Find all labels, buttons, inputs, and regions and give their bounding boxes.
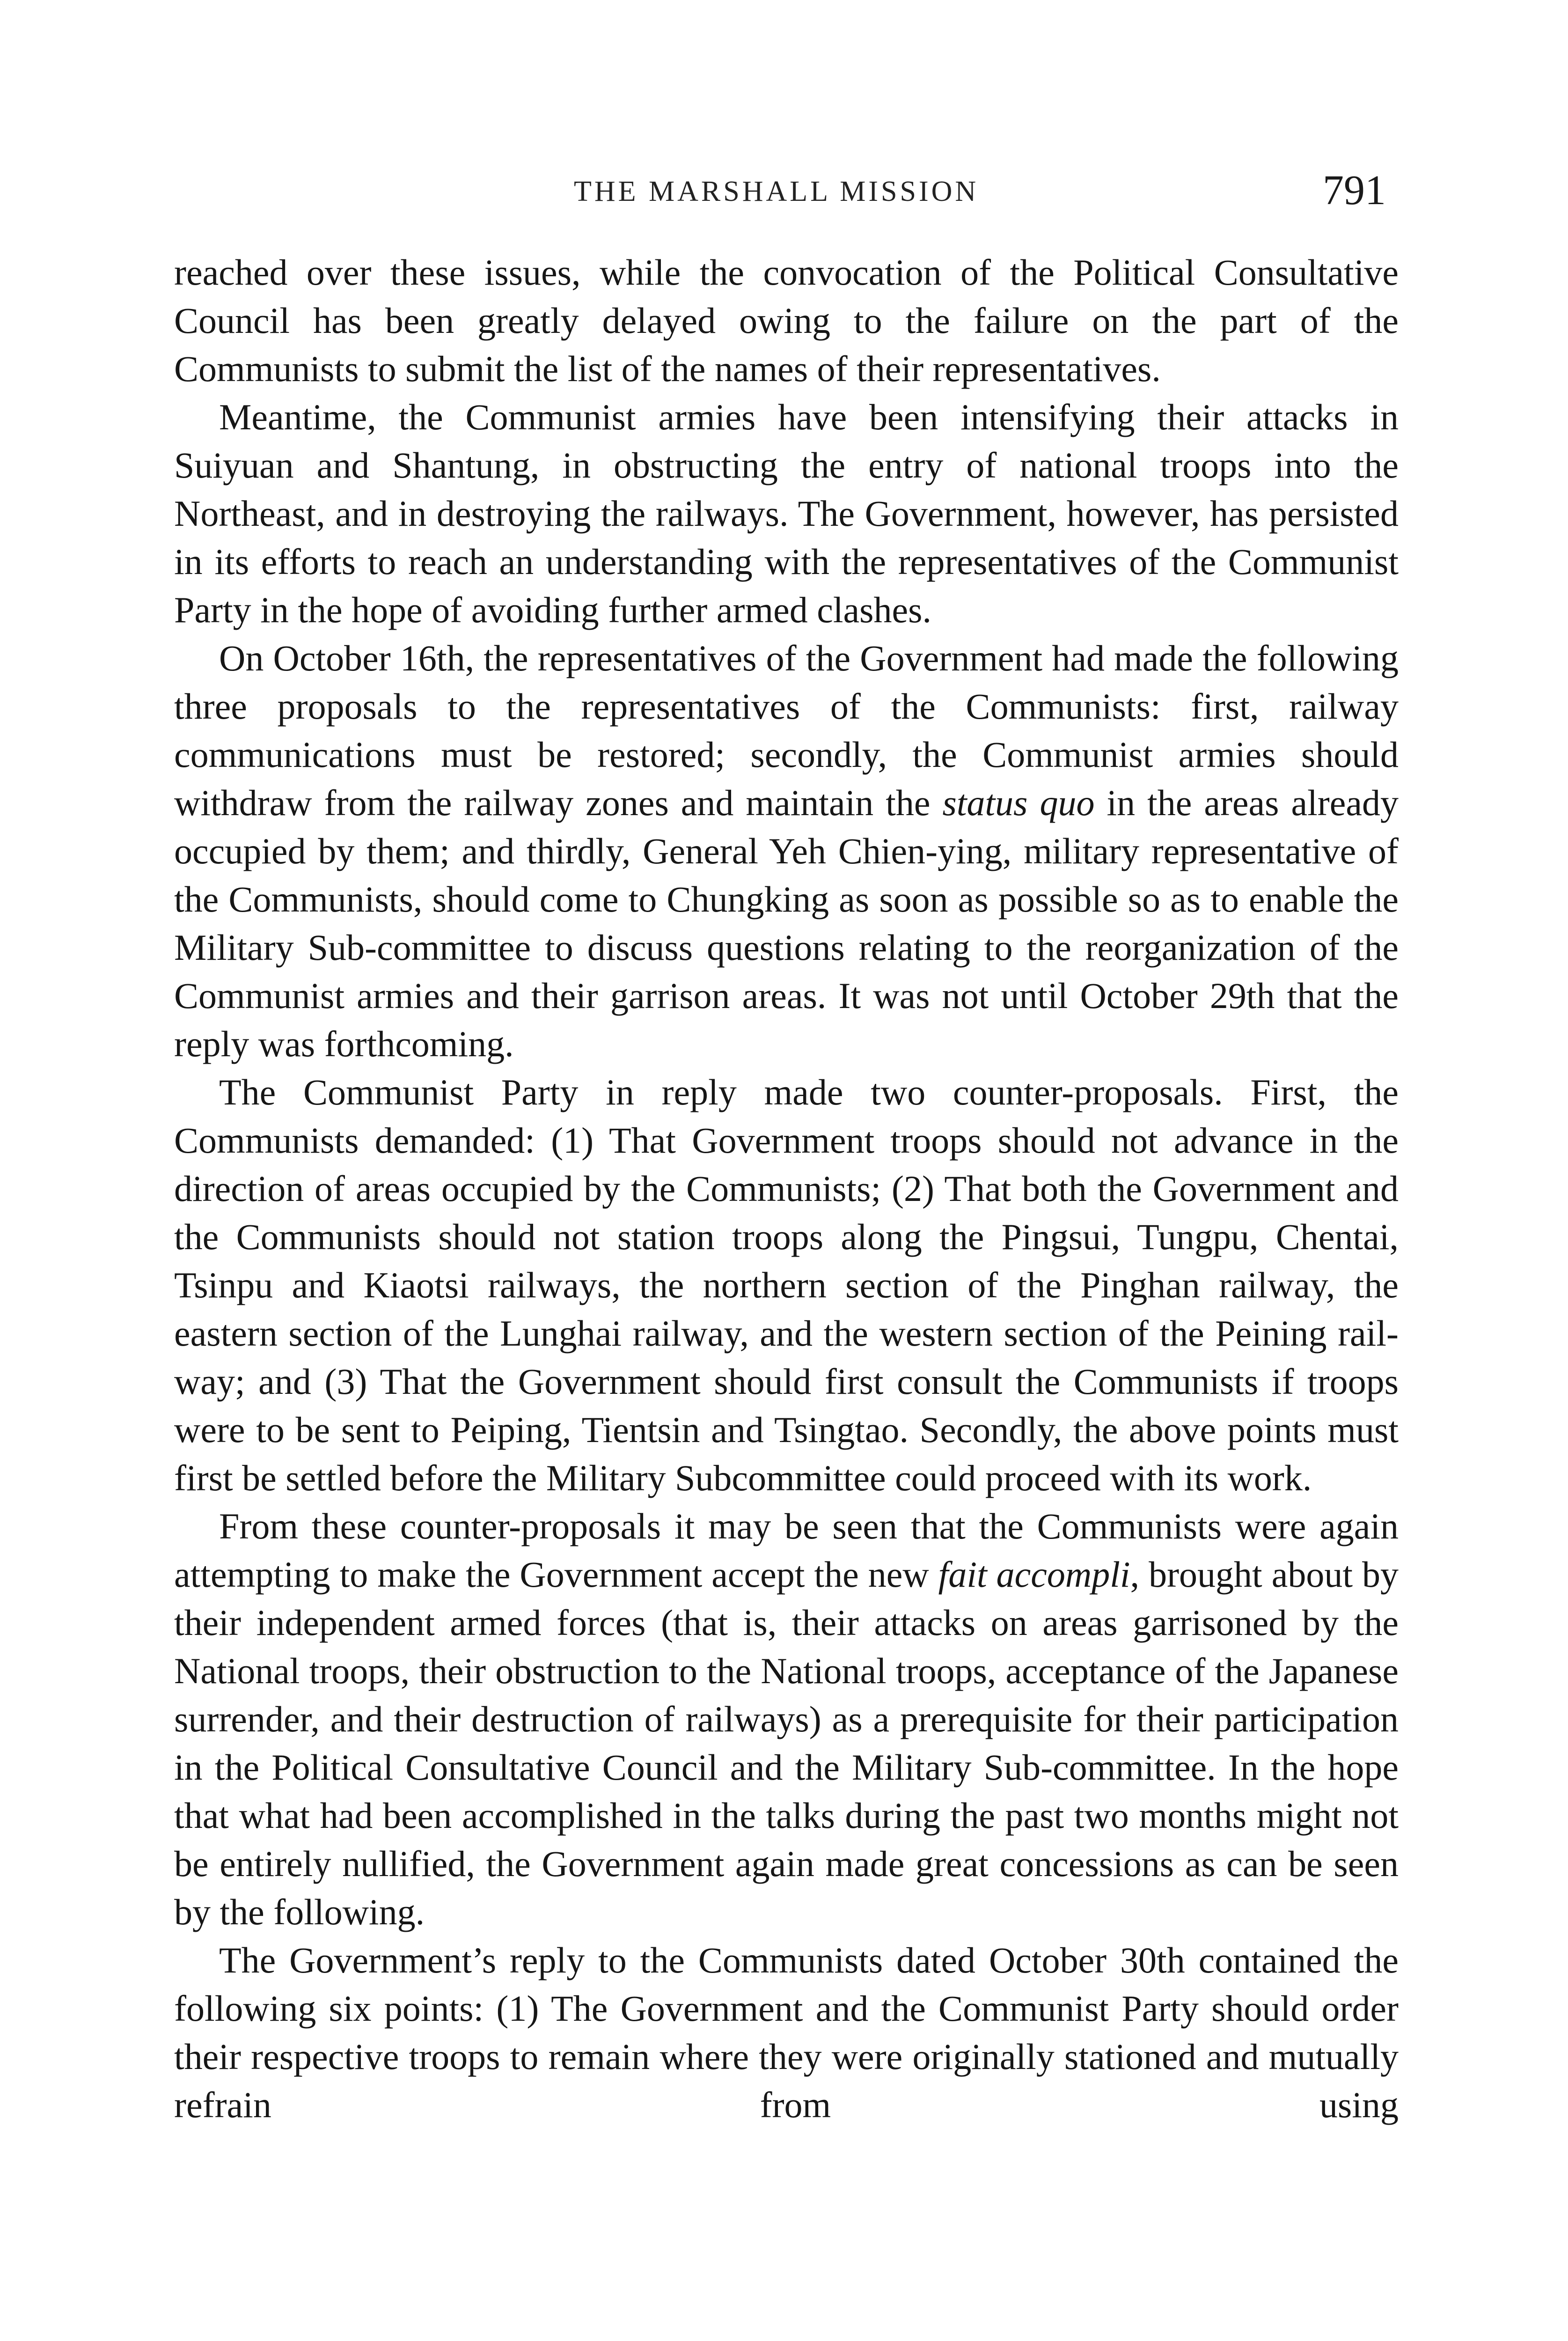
italic-phrase: status quo bbox=[942, 782, 1095, 823]
paragraph-text: , brought about by their independent armed forces (that is, their attacks on areas garrisoned by the National troops, their obstruction to the National troops, acceptance of the Japanese surrender, and their destruction of railways) as a prerequisite for their participation in the Political Consultative Council and the Military Sub-committee. In the hope that what had been accomplished in the talks during the past two months might not be entirely nullified, the Government again made great concessions as can be seen by the following. bbox=[174, 1554, 1399, 1932]
body-text bbox=[174, 248, 1399, 2129]
paragraph bbox=[174, 634, 1399, 1068]
running-title: THE MARSHALL MISSION bbox=[574, 176, 979, 207]
paragraph: Meantime, the Communist armies have been intensifying their attacks in Suiyuan and Shantung, in obstructing the entry of national troops into the Northeast, and in destroying the railways. The Government, however, has persisted in its efforts to reach an understanding with the representatives of the Communist Party in the hope of avoiding further armed clashes. bbox=[174, 397, 1399, 630]
paragraph bbox=[174, 1502, 1399, 1936]
page-number: 791 bbox=[1323, 167, 1386, 213]
italic-phrase: fait accompli bbox=[938, 1554, 1130, 1595]
paragraph: The Government’s reply to the Communists dated October 30th contained the following six points: (1) The Government and the Communist Party should order their respective troops to remain where they were originally stationed and mutually refrain from using bbox=[174, 1940, 1399, 2125]
paragraph: reached over these issues, while the convocation of the Political Consultative Council has been greatly delayed owing to the failure on the part of the Communists to submit the list of the names of their representatives. bbox=[174, 252, 1399, 389]
paragraph-text: On October 16th, the representatives of the Government had made the following three proposals to the representatives of the Communists: first, railway communications must be restored; secondly, the Communist armies should withdraw from the railway zones and maintain the bbox=[174, 638, 1399, 823]
paragraph: The Communist Party in reply made two counter-proposals. First, the Communists demanded: (1) That Government troops should not advance in the direction of areas occupied by the Communists; (2) That both the Government and the Communists should not station troops along the Pingsui, Tungpu, Chentai, Tsinpu and Kiaotsi railways, the northern section of the Pinghan railway, the eastern section of the Lunghai railway, and the western section of the Peining railway; and (3) That the Government should first consult the Communists if troops were to be sent to Peiping, Tientsin and Tsingtao. Secondly, the above points must first be settled before the Military Subcommittee could proceed with its work. bbox=[174, 1072, 1399, 1498]
paragraph-text: in the areas already occupied by them; and thirdly, General Yeh Chien-ying, military representative of the Communists, should come to Chungking as soon as possible so as to enable the Military Sub-committee to discuss questions relating to the reorganization of the Communist armies and their garrison areas. It was not until October 29th that the reply was forthcoming. bbox=[174, 782, 1399, 1064]
paragraph-text: From these counter-proposals it may be seen that the Communists were again attempting to make the Government accept the new bbox=[174, 1506, 1399, 1595]
